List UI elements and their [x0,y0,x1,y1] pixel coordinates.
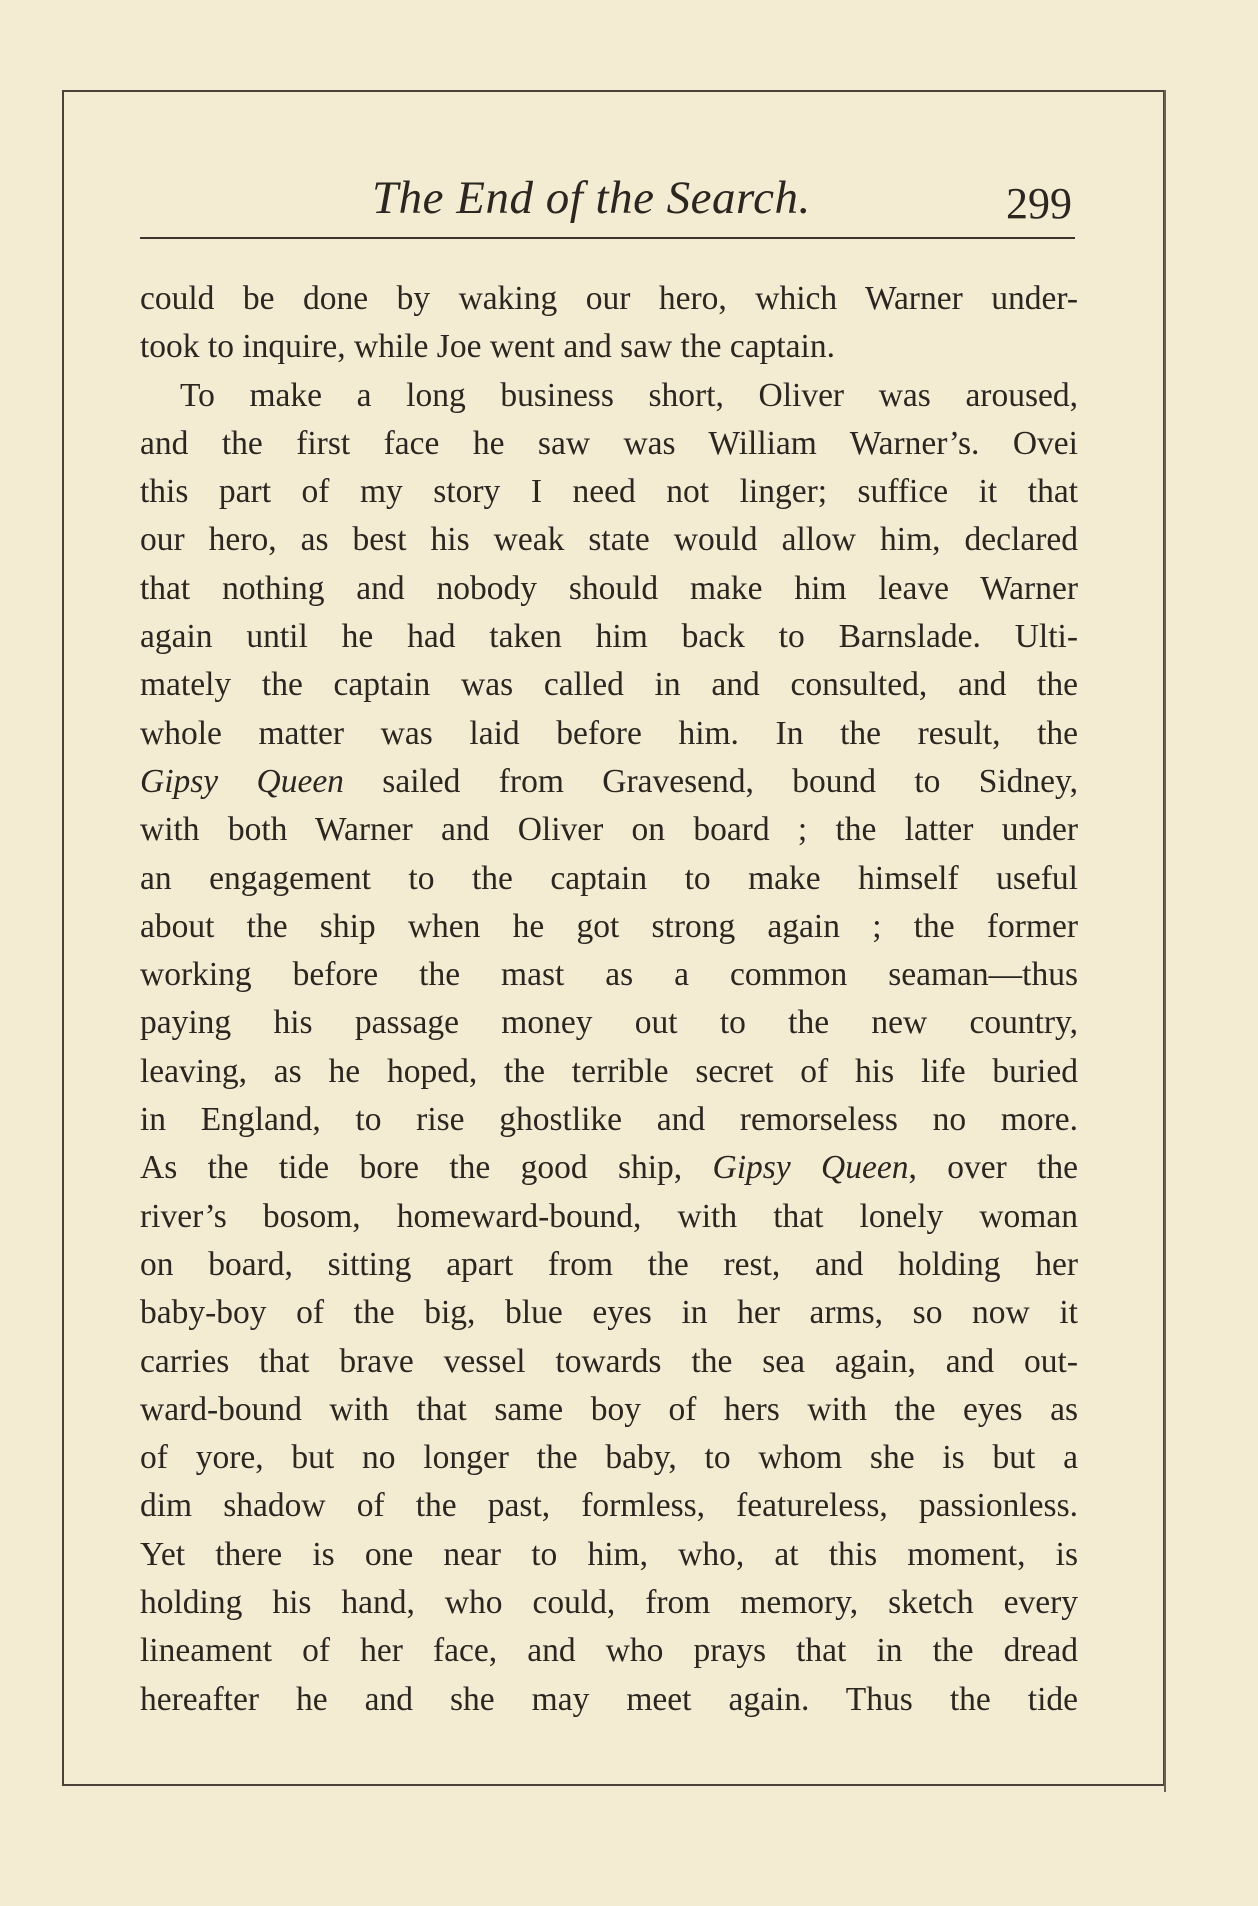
text-line [140,323,1078,371]
text-line [140,1289,1078,1337]
header-rule [140,237,1075,239]
text-segment: took to inquire, while Joe went and saw the captain. [140,328,835,366]
text-segment: that nothing and nobody should make him leave Warner [140,569,1078,607]
text-line [140,758,1078,806]
text-segment: of yore, but no longer the baby, to whom she is but a [140,1439,1078,1477]
text-segment: could be done by waking our hero, which Warner under- [140,280,1078,317]
running-title: The End of the Search. [372,172,811,224]
text-segment: our hero, as best his weak state would allow him, declared [140,521,1078,559]
text-line [140,1338,1078,1386]
text-line [140,903,1078,951]
italic-text: Gipsy Queen [140,762,344,800]
text-segment: baby-boy of the big, blue eyes in her arms, so now it [140,1294,1078,1332]
text-segment: leaving, as he hoped, the terrible secret of his life buried [140,1052,1078,1090]
text-segment: this part of my story I need not linger; suffice it that [140,473,1078,511]
text-line [140,372,1078,420]
running-header [140,168,1075,228]
text-line [140,710,1078,758]
text-line [140,1048,1078,1096]
text-line [140,468,1078,516]
text-segment: again until he had taken him back to Barnslade. Ulti- [140,618,1078,656]
italic-text: Gipsy Queen [712,1149,909,1187]
text-line [140,999,1078,1047]
text-line [140,275,1078,323]
text-segment: and the first face he saw was William Warner’s. Ovei [140,424,1078,462]
text-line [140,661,1078,709]
text-line [140,420,1078,468]
text-line [140,1144,1078,1192]
text-line [140,1676,1078,1724]
text-segment: river’s bosom, homeward-bound, with that lonely woman [140,1197,1078,1235]
text-segment: As the tide bore the good ship, [140,1149,713,1187]
text-segment: sailed from Gravesend, bound to Sidney, [343,762,1078,800]
text-line [140,1434,1078,1482]
text-line [140,1096,1078,1144]
text-segment: , over the [908,1149,1079,1187]
text-segment: To make a long business short, Oliver was aroused, [180,376,1078,414]
text-line [140,565,1078,613]
text-line [140,516,1078,564]
text-line [140,855,1078,903]
text-segment: holding his hand, who could, from memory, sketch every [140,1584,1078,1622]
text-line [140,1241,1078,1289]
text-segment: Yet there is one near to him, who, at this moment, is [140,1535,1078,1573]
text-segment: working before the mast as a common seaman—thus [140,956,1078,994]
text-line [140,613,1078,661]
text-line [140,806,1078,854]
text-line [140,1579,1078,1627]
text-segment: mately the captain was called in and consulted, and the [140,666,1078,704]
text-line [140,1482,1078,1530]
text-segment: about the ship when he got strong again ; the former [140,907,1078,945]
text-segment: paying his passage money out to the new country, [140,1004,1078,1042]
text-line [140,1627,1078,1675]
text-segment: on board, sitting apart from the rest, and holding her [140,1245,1078,1283]
page-edge [1164,90,1166,1792]
text-line [140,1386,1078,1434]
text-segment: dim shadow of the past, formless, featureless, passionless. [140,1487,1078,1525]
text-line [140,1193,1078,1241]
text-segment: whole matter was laid before him. In the result, the [140,714,1078,752]
text-segment: in England, to rise ghostlike and remorseless no more. [140,1101,1078,1139]
body-text [140,275,1078,1724]
text-segment: carries that brave vessel towards the sea again, and out- [140,1342,1078,1380]
text-line [140,951,1078,999]
text-segment: lineament of her face, and who prays that in the dread [140,1632,1078,1670]
text-segment: hereafter he and she may meet again. Thus the tide [140,1680,1078,1718]
text-line [140,1531,1078,1579]
page-number: 299 [1006,179,1072,228]
text-segment: with both Warner and Oliver on board ; the latter under [140,811,1078,849]
text-segment: an engagement to the captain to make himself useful [140,859,1078,897]
text-segment: ward-bound with that same boy of hers with the eyes as [140,1390,1078,1428]
